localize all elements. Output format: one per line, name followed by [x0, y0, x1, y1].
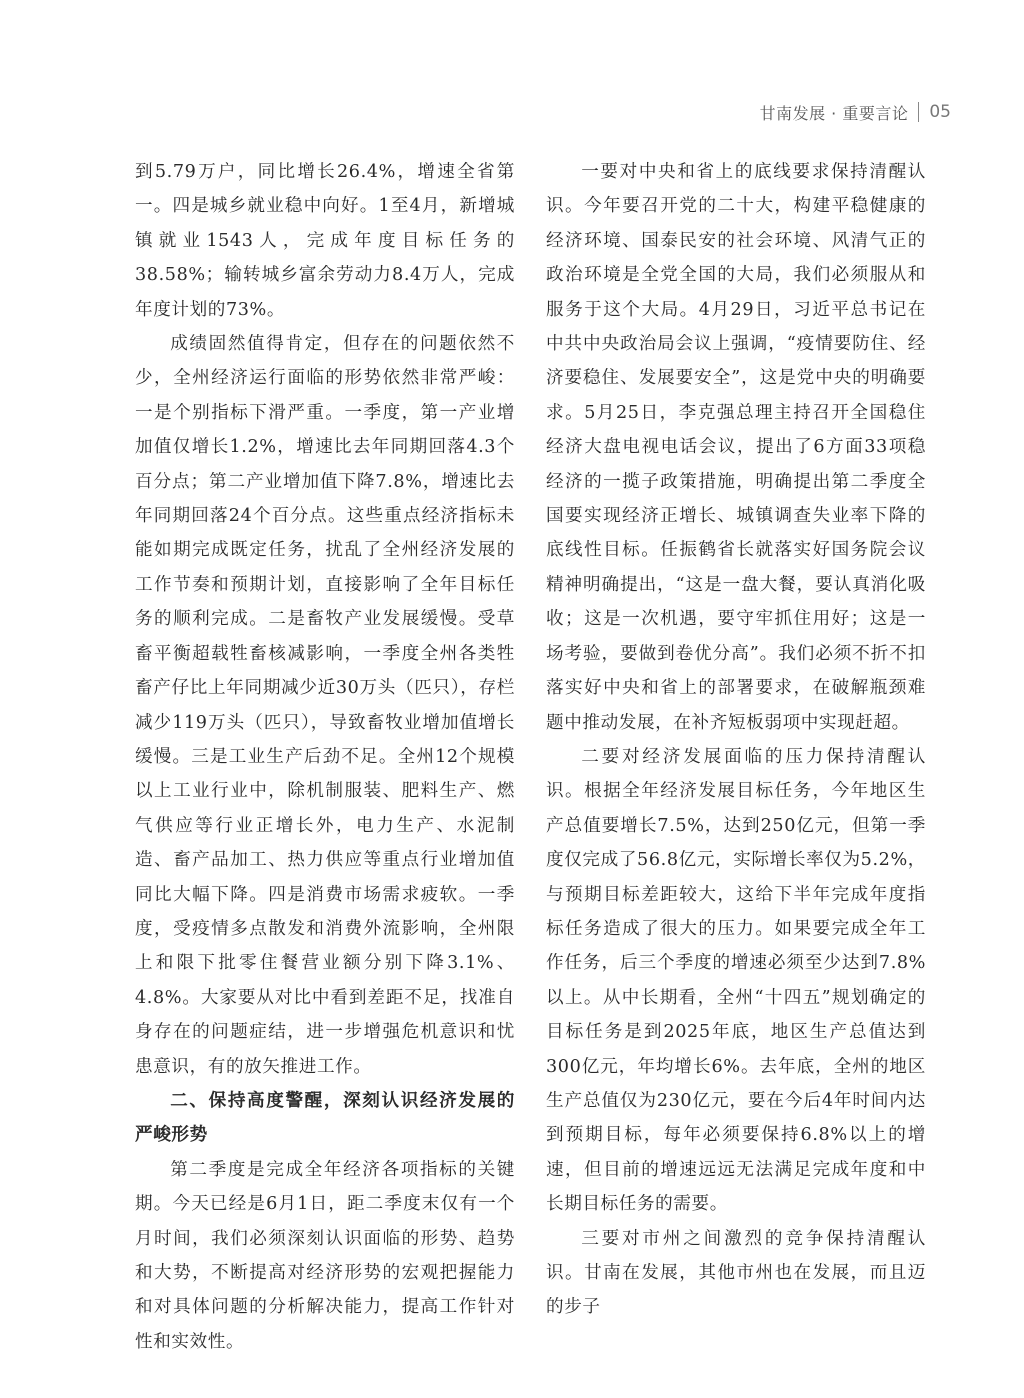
paragraph: 三要对市州之间激烈的竞争保持清醒认识。甘南在发展，其他市州也在发展，而且迈的步子 [546, 1228, 926, 1318]
left-column [135, 155, 515, 1359]
paragraph: 成绩固然值得肯定，但存在的问题依然不少，全州经济运行面临的形势依然非常严峻：一是个别指标下滑严重。一季度，第一产业增加值仅增长1.2%，增速比去年同期回落4.3个百分点；第二产业增加值下降7.8%，增速比去年同期回落24个百分点。这些重点经济指标未能如期完成既定任务，扰乱了全州经济发展的工作节奏和预期计划，直接影响了全年目标任务的顺利完成。二是畜牧产业发展缓慢。受草畜平衡超载牲畜核减影响，一季度全州各类牲畜产仔比上年同期减少近30万头（匹只），存栏减少119万头（匹只），导致畜牧业增加值增长缓慢。三是工业生产后劲不足。全州12个规模以上工业行业中，除机制服装、肥料生产、燃气供应等行业正增长外，电力生产、水泥制造、畜产品加工、热力供应等重点行业增加值同比大幅下降。四是消费市场需求疲软。一季度，受疫情多点散发和消费外流影响，全州限上和限下批零住餐营业额分别下降3.1%、4.8%。大家要从对比中看到差距不足，找准自身存在的问题症结，进一步增强危机意识和忧患意识，有的放矢推进工作。 [135, 334, 515, 1077]
right-column [546, 155, 926, 1325]
paragraph: 二要对经济发展面临的压力保持清醒认识。根据全年经济发展目标任务，今年地区生产总值要增长7.5%，达到250亿元，但第一季度仅完成了56.8亿元，实际增长率仅为5.2%，与预期目标差距较大，这给下半年完成年度指标任务造成了很大的压力。如果要完成全年工作任务，后三个季度的增速必须至少达到7.8%以上。从中长期看，全州“十四五”规划确定的目标任务是到2025年底，地区生产总值达到300亿元，年均增长6%。去年底，全州的地区生产总值仅为230亿元，要在今后4年时间内达到预期目标，每年必须要保持6.8%以上的增速，但目前的增速远远无法满足完成年度和中长期目标任务的需要。 [546, 746, 926, 1215]
section-heading: 二、保持高度警醒，深刻认识经济发展的严峻形势 [135, 1090, 515, 1146]
running-header [760, 99, 951, 125]
section-title: 甘南发展 · 重要言论 [759, 103, 909, 123]
paragraph: 到5.79万户，同比增长26.4%，增速全省第一。四是城乡就业稳中向好。1至4月，新增城镇就业1543人，完成年度目标任务的38.58%；输转城乡富余劳动力8.4万人，完成年度计划的73%。 [135, 162, 515, 320]
paragraph: 第二季度是完成全年经济各项指标的关键期。今天已经是6月1日，距二季度末仅有一个月时间，我们必须深刻认识面临的形势、趋势和大势，不断提高对经济形势的宏观把握能力和对具体问题的分析解决能力，提高工作针对性和实效性。 [135, 1159, 515, 1352]
header-divider [918, 102, 919, 122]
page-number: 05 [929, 102, 951, 122]
paragraph: 一要对中央和省上的底线要求保持清醒认识。今年要召开党的二十大，构建平稳健康的经济环境、国泰民安的社会环境、风清气正的政治环境是全党全国的大局，我们必须服从和服务于这个大局。4月29日，习近平总书记在中共中央政治局会议上强调，“疫情要防住、经济要稳住、发展要安全”，这是党中央的明确要求。5月25日，李克强总理主持召开全国稳住经济大盘电视电话会议，提出了6方面33项稳经济的一揽子政策措施，明确提出第二季度全国要实现经济正增长、城镇调查失业率下降的底线性目标。任振鹤省长就落实好国务院会议精神明确提出，“这是一盘大餐，要认真消化吸收；这是一次机遇，要守牢抓住用好；这是一场考验，要做到卷优分高”。我们必须不折不扣落实好中央和省上的部署要求，在破解瓶颈难题中推动发展，在补齐短板弱项中实现赶超。 [546, 162, 926, 733]
